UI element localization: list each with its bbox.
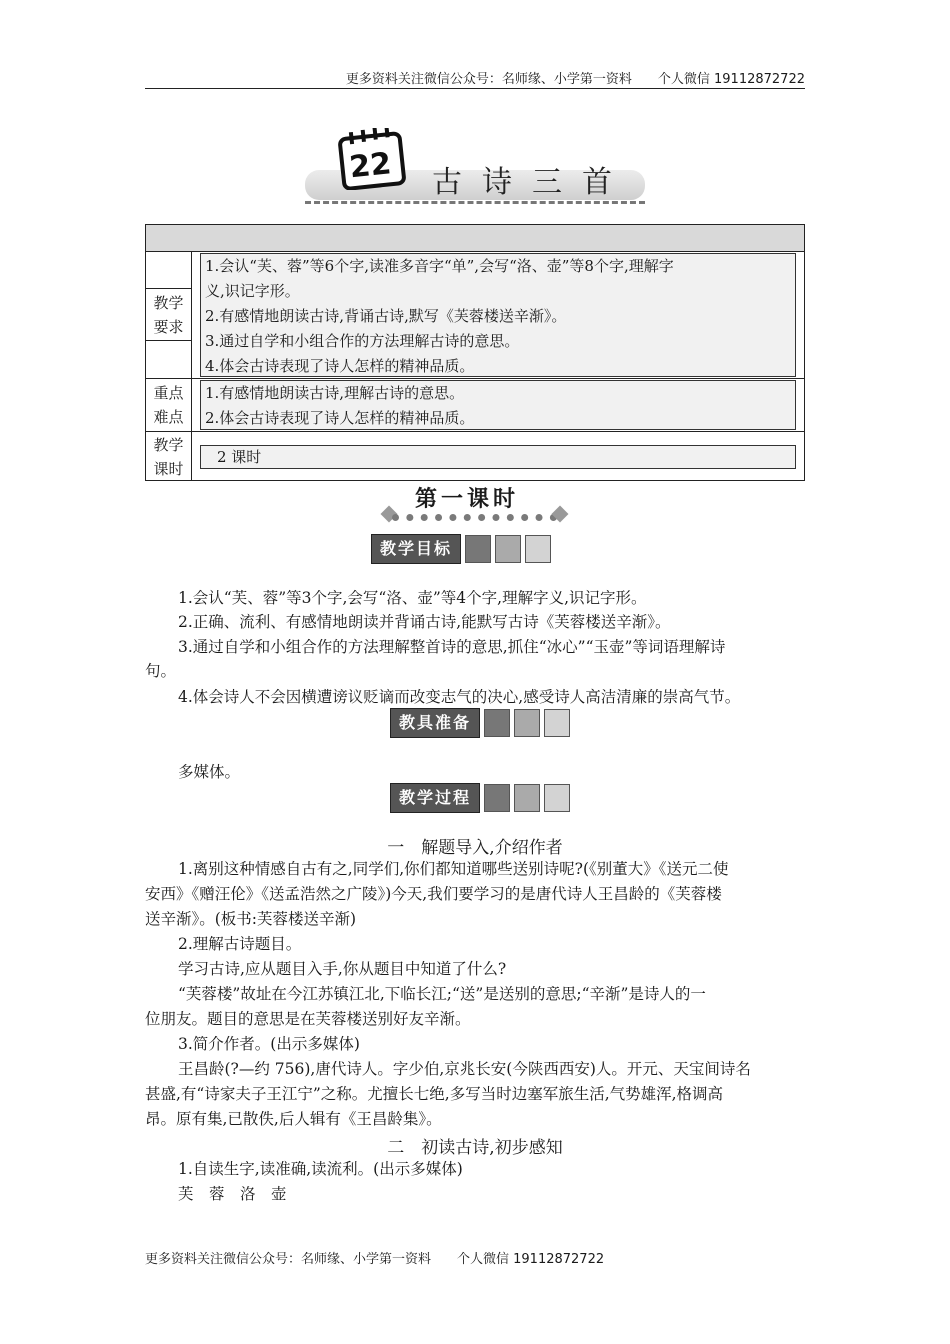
goal-line: 句。 (145, 662, 177, 680)
process-tag (390, 783, 570, 813)
requirement-line: 2.有感情地朗读古诗,背诵古诗,默写《芙蓉楼送辛渐》。 (205, 307, 567, 325)
requirement-line: 1.会认“芙、蓉”等6个字,读准多音字“单”,会写“洛、壶”等8个字,理解字 (205, 257, 674, 275)
tools-tag-label: 教具准备 (390, 708, 480, 738)
page-footer-text: 更多资料关注微信公众号：名师缘、小学第一资料 个人微信 19112872722 (145, 1252, 605, 1267)
keypoints-label-1: 重点 (153, 384, 184, 402)
tag-square-icon (544, 784, 570, 812)
lesson-number: 22 (347, 146, 393, 186)
tag-square-icon (514, 709, 540, 737)
process-line: 1.自读生字,读准确,读流利。(出示多媒体) (178, 1160, 463, 1178)
goal-line: 3.通过自学和小组合作的方法理解整首诗的意思,抓住“冰心”“玉壶”等词语理解诗 (178, 638, 726, 656)
process-line: 2.理解古诗题目。 (178, 935, 302, 953)
process-line: 安西》《赠汪伦》《送孟浩然之广陵》)今天,我们要学习的是唐代诗人王昌龄的《芙蓉楼 (145, 885, 722, 903)
tools-text: 多媒体。 (178, 763, 241, 781)
requirements-content (200, 253, 796, 377)
hours-label-cell (146, 432, 192, 480)
section-heading: 一 解题导入,介绍作者 (387, 838, 563, 858)
process-line: 芙 蓉 洛 壶 (178, 1185, 287, 1203)
hours-value: 2 课时 (200, 445, 796, 469)
hours-label-1: 教学 (153, 436, 184, 454)
requirements-label-1: 教学 (153, 294, 184, 312)
keypoints-label-2: 难点 (153, 408, 184, 426)
label-divider (146, 288, 192, 289)
process-line: 位朋友。题目的意思是在芙蓉楼送别好友辛渐。 (145, 1010, 471, 1028)
process-line: 3.简介作者。(出示多媒体) (178, 1035, 360, 1053)
goal-line: 2.正确、流利、有感情地朗读并背诵古诗,能默写古诗《芙蓉楼送辛渐》。 (178, 613, 671, 631)
table-header-bar (146, 225, 804, 252)
process-line: 甚盛,有“诗家夫子王江宁”之称。尤擅长七绝,多写当时边塞军旅生活,气势雄浑,格调高 (145, 1085, 724, 1103)
hours-label-2: 课时 (153, 460, 184, 478)
tag-square-icon (484, 709, 510, 737)
requirement-line: 4.体会古诗表现了诗人怎样的精神品质。 (205, 357, 475, 375)
page-header-text: 更多资料关注微信公众号：名师缘、小学第一资料 个人微信 19112872722 (345, 72, 805, 87)
period-dash-line (392, 514, 557, 521)
calendar-icon (338, 128, 408, 190)
requirements-label-cell (146, 251, 192, 378)
process-tag-label: 教学过程 (390, 783, 480, 813)
process-line: “芙蓉楼”故址在今江苏镇江北,下临长江;“送”是送别的意思;“辛渐”是诗人的一 (178, 985, 706, 1003)
tag-square-icon (465, 535, 491, 563)
label-divider (146, 340, 192, 341)
keypoints-label-cell (146, 379, 192, 431)
header-rule (145, 88, 805, 89)
row-divider (146, 431, 804, 432)
goals-tag-label: 教学目标 (371, 534, 461, 564)
process-line: 昂。原有集,已散佚,后人辑有《王昌龄集》。 (145, 1110, 442, 1128)
goal-line: 1.会认“芙、蓉”等3个字,会写“洛、壶”等4个字,理解字义,识记字形。 (178, 589, 647, 607)
row-divider (146, 378, 804, 379)
lesson-info-table (145, 224, 805, 481)
keypoint-line: 1.有感情地朗读古诗,理解古诗的意思。 (205, 384, 465, 402)
goal-line: 4.体会诗人不会因横遭谤议贬谪而改变志气的决心,感受诗人高洁清廉的崇高气节。 (178, 688, 741, 706)
keypoint-line: 2.体会古诗表现了诗人怎样的精神品质。 (205, 409, 475, 427)
requirement-line: 义,识记字形。 (205, 282, 300, 300)
tag-square-icon (484, 784, 510, 812)
tag-square-icon (514, 784, 540, 812)
title-dash-line (305, 201, 645, 204)
process-line: 1.离别这种情感自古有之,同学们,你们都知道哪些送别诗呢?(《别董大》《送元二使 (178, 860, 729, 878)
tools-tag (390, 708, 570, 738)
process-line: 学习古诗,应从题目入手,你从题目中知道了什么? (178, 960, 507, 978)
keypoints-content (200, 380, 796, 430)
section-heading: 二 初读古诗,初步感知 (387, 1138, 563, 1158)
tag-square-icon (544, 709, 570, 737)
process-line: 王昌龄(?—约 756),唐代诗人。字少伯,京兆长安(今陕西西安)人。开元、天宝间诗名 (178, 1060, 751, 1078)
tag-square-icon (495, 535, 521, 563)
period-title: 第一课时 (415, 487, 520, 512)
requirement-line: 3.通过自学和小组合作的方法理解古诗的意思。 (205, 332, 520, 350)
lesson-title: 古诗三首 (432, 165, 632, 200)
goals-tag (371, 534, 551, 564)
process-line: 送辛渐》。(板书:芙蓉楼送辛渐) (145, 910, 357, 928)
tag-square-icon (525, 535, 551, 563)
requirements-label-2: 要求 (153, 318, 184, 336)
